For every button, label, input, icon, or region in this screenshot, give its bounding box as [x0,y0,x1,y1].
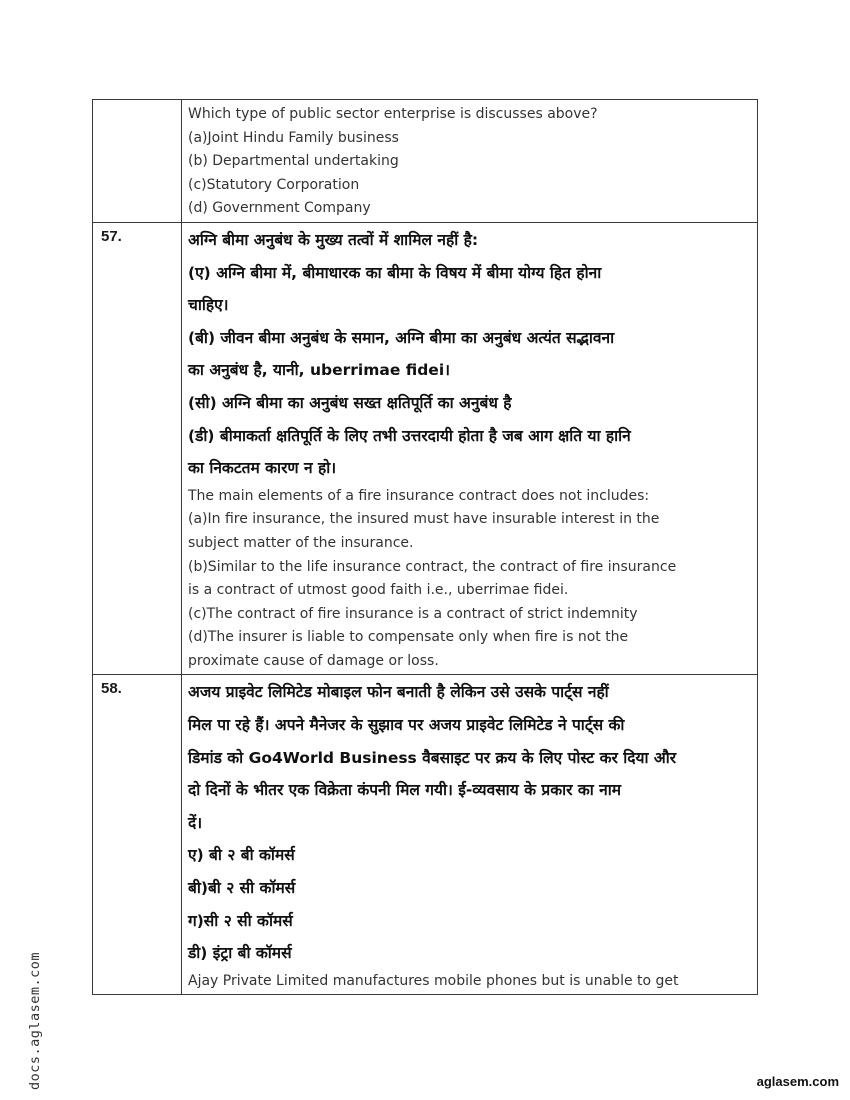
english-text [188,485,751,674]
option-c: (c)Statutory Corporation [188,176,360,193]
option-d: (d) Government Company [188,200,371,217]
table-row [93,100,758,223]
text-line: (d)The insurer is liable to compensate only when fire is not the [188,629,629,646]
english-text [188,970,751,994]
text-line: proximate cause of damage or loss. [188,652,439,669]
text-line: का अनुबंध है, यानी, uberrimae fidei। [188,361,451,380]
question-number [93,100,181,105]
text-line: अग्नि बीमा अनुबंध के मुख्य तत्वों में शामिल नहीं है: [188,230,479,249]
text-line: is a contract of utmost good faith i.e., uberrimae fidei. [188,582,569,599]
english-text [188,101,751,221]
footer-watermark: aglasem.com [756,1074,839,1089]
question-number-cell [93,100,182,223]
question-content-cell [182,222,758,675]
option-b: बी)बी २ सी कॉमर्स [188,879,296,898]
text-line: चाहिए। [188,296,229,315]
table-row [93,222,758,675]
option-a: (a)Joint Hindu Family business [188,129,399,146]
question-number-cell [93,675,182,995]
text-line: (b)Similar to the life insurance contract, the contract of fire insurance [188,558,677,575]
hindi-text [188,676,751,969]
text-line: subject matter of the insurance. [188,534,414,551]
option-b: (b) Departmental undertaking [188,153,399,170]
text-line: (ए) अग्नि बीमा में, बीमाधारक का बीमा के विषय में बीमा योग्य हित होना [188,263,602,282]
text-line: डिमांड को Go4World Business वैबसाइट पर क्रय के लिए पोस्ट कर दिया और [188,748,677,767]
question-table [92,99,758,995]
hindi-text [188,224,751,485]
text-line: (a)In fire insurance, the insured must have insurable interest in the [188,511,660,528]
text-line: (बी) जीवन बीमा अनुबंध के समान, अग्नि बीमा का अनुबंध अत्यंत सद्भावना [188,328,615,347]
table-row [93,675,758,995]
option-c: ग)सी २ सी कॉमर्स [188,911,293,930]
text-line: दो दिनों के भीतर एक विक्रेता कंपनी मिल गयी। ई-व्यवसाय के प्रकार का नाम [188,781,622,800]
side-watermark: docs.aglasem.com [27,951,43,1090]
option-d: डी) इंट्रा बी कॉमर्स [188,944,292,963]
text-line: The main elements of a fire insurance contract does not includes: [188,487,650,504]
text-line: दें। [188,813,203,832]
text-line: अजय प्राइवेट लिमिटेड मोबाइल फोन बनाती है लेकिन उसे उसके पार्ट्स नहीं [188,683,609,702]
question-number-cell [93,222,182,675]
text-line: मिल पा रहे हैं। अपने मैनेजर के सुझाव पर अजय प्राइवेट लिमिटेड ने पार्ट्स की [188,716,625,735]
question-number: 57. [101,227,122,245]
question-number: 58. [101,680,122,698]
text-line: का निकटतम कारण न हो। [188,459,337,478]
text-line: (डी) बीमाकर्ता क्षतिपूर्ति के लिए तभी उत्तरदायी होता है जब आग क्षति या हानि [188,426,631,445]
text-line: Ajay Private Limited manufactures mobile phones but is unable to get [188,972,679,989]
question-content-cell [182,675,758,995]
question-content-cell [182,100,758,223]
option-a: ए) बी २ बी कॉमर्स [188,846,295,865]
text-line: Which type of public sector enterprise is discusses above? [188,106,598,122]
text-line: (c)The contract of fire insurance is a contract of strict indemnity [188,605,638,622]
text-line: (सी) अग्नि बीमा का अनुबंध सख्त क्षतिपूर्ति का अनुबंध है [188,393,512,412]
